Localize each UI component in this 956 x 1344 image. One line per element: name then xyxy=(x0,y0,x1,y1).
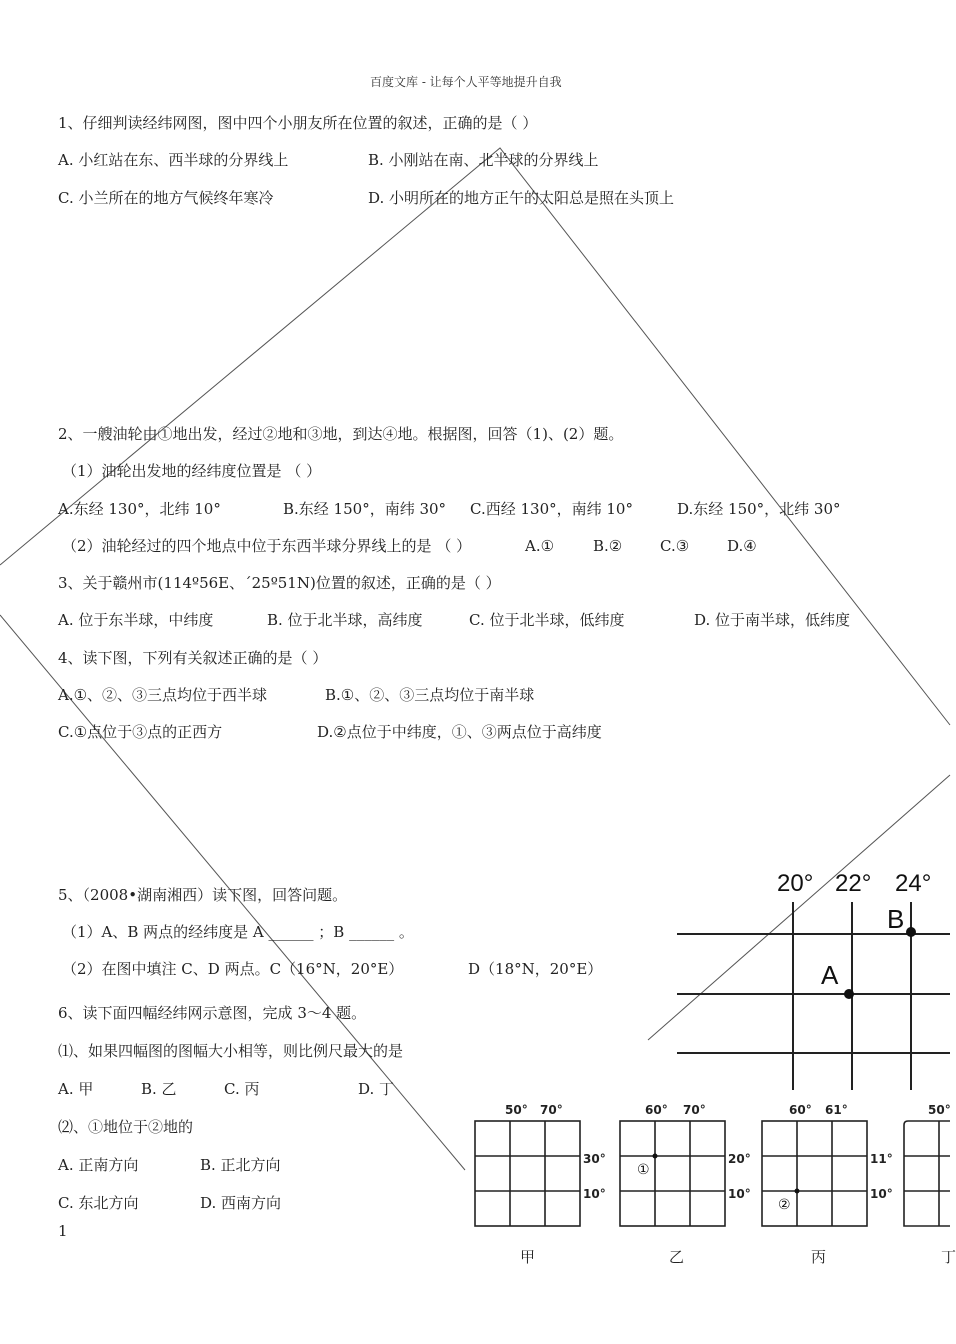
grid-yi-lat2: 10° xyxy=(728,1187,751,1201)
q3-option-a: A. 位于东半球，中纬度 xyxy=(58,611,214,629)
grid-jia-lon1: 50° xyxy=(505,1103,528,1117)
q4-option-d: D.②点位于中纬度，①、③两点位于高纬度 xyxy=(317,723,602,741)
grid-yi-caption: 乙 xyxy=(669,1248,685,1266)
q2-stem: 2、一艘油轮由①地出发，经过②地和③地，到达④地。根据图，回答（1)、(2）题。 xyxy=(58,425,624,443)
q4-stem: 4、读下图，下列有关叙述正确的是（ ） xyxy=(58,649,328,667)
q5-sub2-d: D（18°N，20°E） xyxy=(468,960,603,978)
q6-sub1: ⑴、如果四幅图的图幅大小相等，则比例尺最大的是 xyxy=(58,1042,404,1060)
grid-yi-marker: ① xyxy=(637,1162,650,1178)
grid-jia-lat2: 10° xyxy=(583,1187,606,1201)
q2-option-a: A.东经 130°，北纬 10° xyxy=(58,500,221,518)
q3-option-d: D. 位于南半球，低纬度 xyxy=(694,611,851,629)
q2-sub2-d: D.④ xyxy=(727,537,757,555)
q2-option-d: D.东经 150°，北纬 30° xyxy=(677,500,841,518)
q5-stem: 5、（2008•湖南湘西）读下图，回答问题。 xyxy=(58,886,348,904)
q2-sub2: （2）油轮经过的四个地点中位于东西半球分界线上的是 （ ） xyxy=(62,537,472,555)
grid-ding-lon1: 50° xyxy=(928,1103,951,1117)
grid-ding xyxy=(900,1100,950,1230)
fig5-lon-label-2: 22° xyxy=(835,870,872,897)
grid-bing-caption: 丙 xyxy=(811,1248,827,1266)
grid-bing-marker: ② xyxy=(778,1197,791,1213)
q3-stem: 3、关于赣州市(114º56E、´25º51N)位置的叙述，正确的是（ ） xyxy=(58,574,501,592)
q5-graticule-figure xyxy=(645,860,950,1095)
fig5-point-b-dot xyxy=(906,927,916,937)
grid-bing-lat2: 10° xyxy=(870,1187,893,1201)
grid-yi-lat1: 20° xyxy=(728,1152,751,1166)
fig5-lon-label-1: 20° xyxy=(777,870,814,897)
q2-sub1: （1）油轮出发地的经纬度位置是 （ ） xyxy=(62,462,322,480)
grid-bing-point xyxy=(795,1189,800,1194)
q6-option-d: D. 丁 xyxy=(358,1080,395,1098)
grid-jia xyxy=(470,1100,615,1230)
q2-sub2-c: C.③ xyxy=(660,537,690,555)
fig5-point-a-dot xyxy=(844,989,854,999)
grid-yi-lon2: 70° xyxy=(683,1103,706,1117)
fig5-lon-label-3: 24° xyxy=(895,870,932,897)
q6-sub2-d: D. 西南方向 xyxy=(200,1194,282,1212)
q3-option-b: B. 位于北半球，高纬度 xyxy=(267,611,423,629)
q2-sub2-b: B.② xyxy=(593,537,623,555)
q6-sub2-b: B. 正北方向 xyxy=(200,1156,281,1174)
page-header: 百度文库 - 让每个人平等地提升自我 xyxy=(370,75,562,89)
q1-option-c: C. 小兰所在的地方气候终年寒冷 xyxy=(58,189,274,207)
q2-option-c: C.西经 130°，南纬 10° xyxy=(470,500,633,518)
grid-bing-lat1: 11° xyxy=(870,1152,893,1166)
grid-jia-lon2: 70° xyxy=(540,1103,563,1117)
q6-option-b: B. 乙 xyxy=(141,1080,177,1098)
q4-option-c: C.①点位于③点的正西方 xyxy=(58,723,223,741)
grid-bing-lon2: 61° xyxy=(825,1103,848,1117)
q2-sub2-a: A.① xyxy=(525,537,555,555)
q4-option-a: A.①、②、③三点均位于西半球 xyxy=(58,686,268,704)
fig5-point-a-label: A xyxy=(821,960,839,990)
q6-option-c: C. 丙 xyxy=(224,1080,260,1098)
grid-yi-lon1: 60° xyxy=(645,1103,668,1117)
q5-sub1: （1）A、B 两点的经纬度是 A ______ ；B ______ 。 xyxy=(62,923,414,941)
grid-bing-lon1: 60° xyxy=(789,1103,812,1117)
q1-stem: 1、仔细判读经纬网图，图中四个小朋友所在位置的叙述，正确的是（ ） xyxy=(58,114,538,132)
q6-sub2-a: A. 正南方向 xyxy=(58,1156,139,1174)
q4-option-b: B.①、②、③三点均位于南半球 xyxy=(325,686,535,704)
q6-stem: 6、读下面四幅经纬网示意图，完成 3～4 题。 xyxy=(58,1004,367,1022)
fig5-point-b-label: B xyxy=(887,904,905,934)
q5-sub2: （2）在图中填注 C、D 两点。C（16°N，20°E） xyxy=(62,960,404,978)
grid-jia-caption: 甲 xyxy=(520,1248,536,1266)
q1-option-d: D. 小明所在的地方正午的太阳总是照在头顶上 xyxy=(368,189,675,207)
grid-ding-caption: 丁 xyxy=(941,1248,956,1266)
q6-option-a: A. 甲 xyxy=(58,1080,94,1098)
q3-option-c: C. 位于北半球，低纬度 xyxy=(469,611,625,629)
page-number: 1 xyxy=(58,1222,68,1240)
q2-option-b: B.东经 150°，南纬 30° xyxy=(283,500,447,518)
q6-sub2: ⑵、①地位于②地的 xyxy=(58,1118,194,1136)
grid-jia-lat1: 30° xyxy=(583,1152,606,1166)
q1-option-b: B. 小刚站在南、北半球的分界线上 xyxy=(368,151,599,169)
grid-yi xyxy=(615,1100,760,1230)
q1-option-a: A. 小红站在东、西半球的分界线上 xyxy=(58,151,289,169)
q6-sub2-c: C. 东北方向 xyxy=(58,1194,139,1212)
grid-yi-point xyxy=(653,1154,658,1159)
grid-bing xyxy=(757,1100,902,1230)
